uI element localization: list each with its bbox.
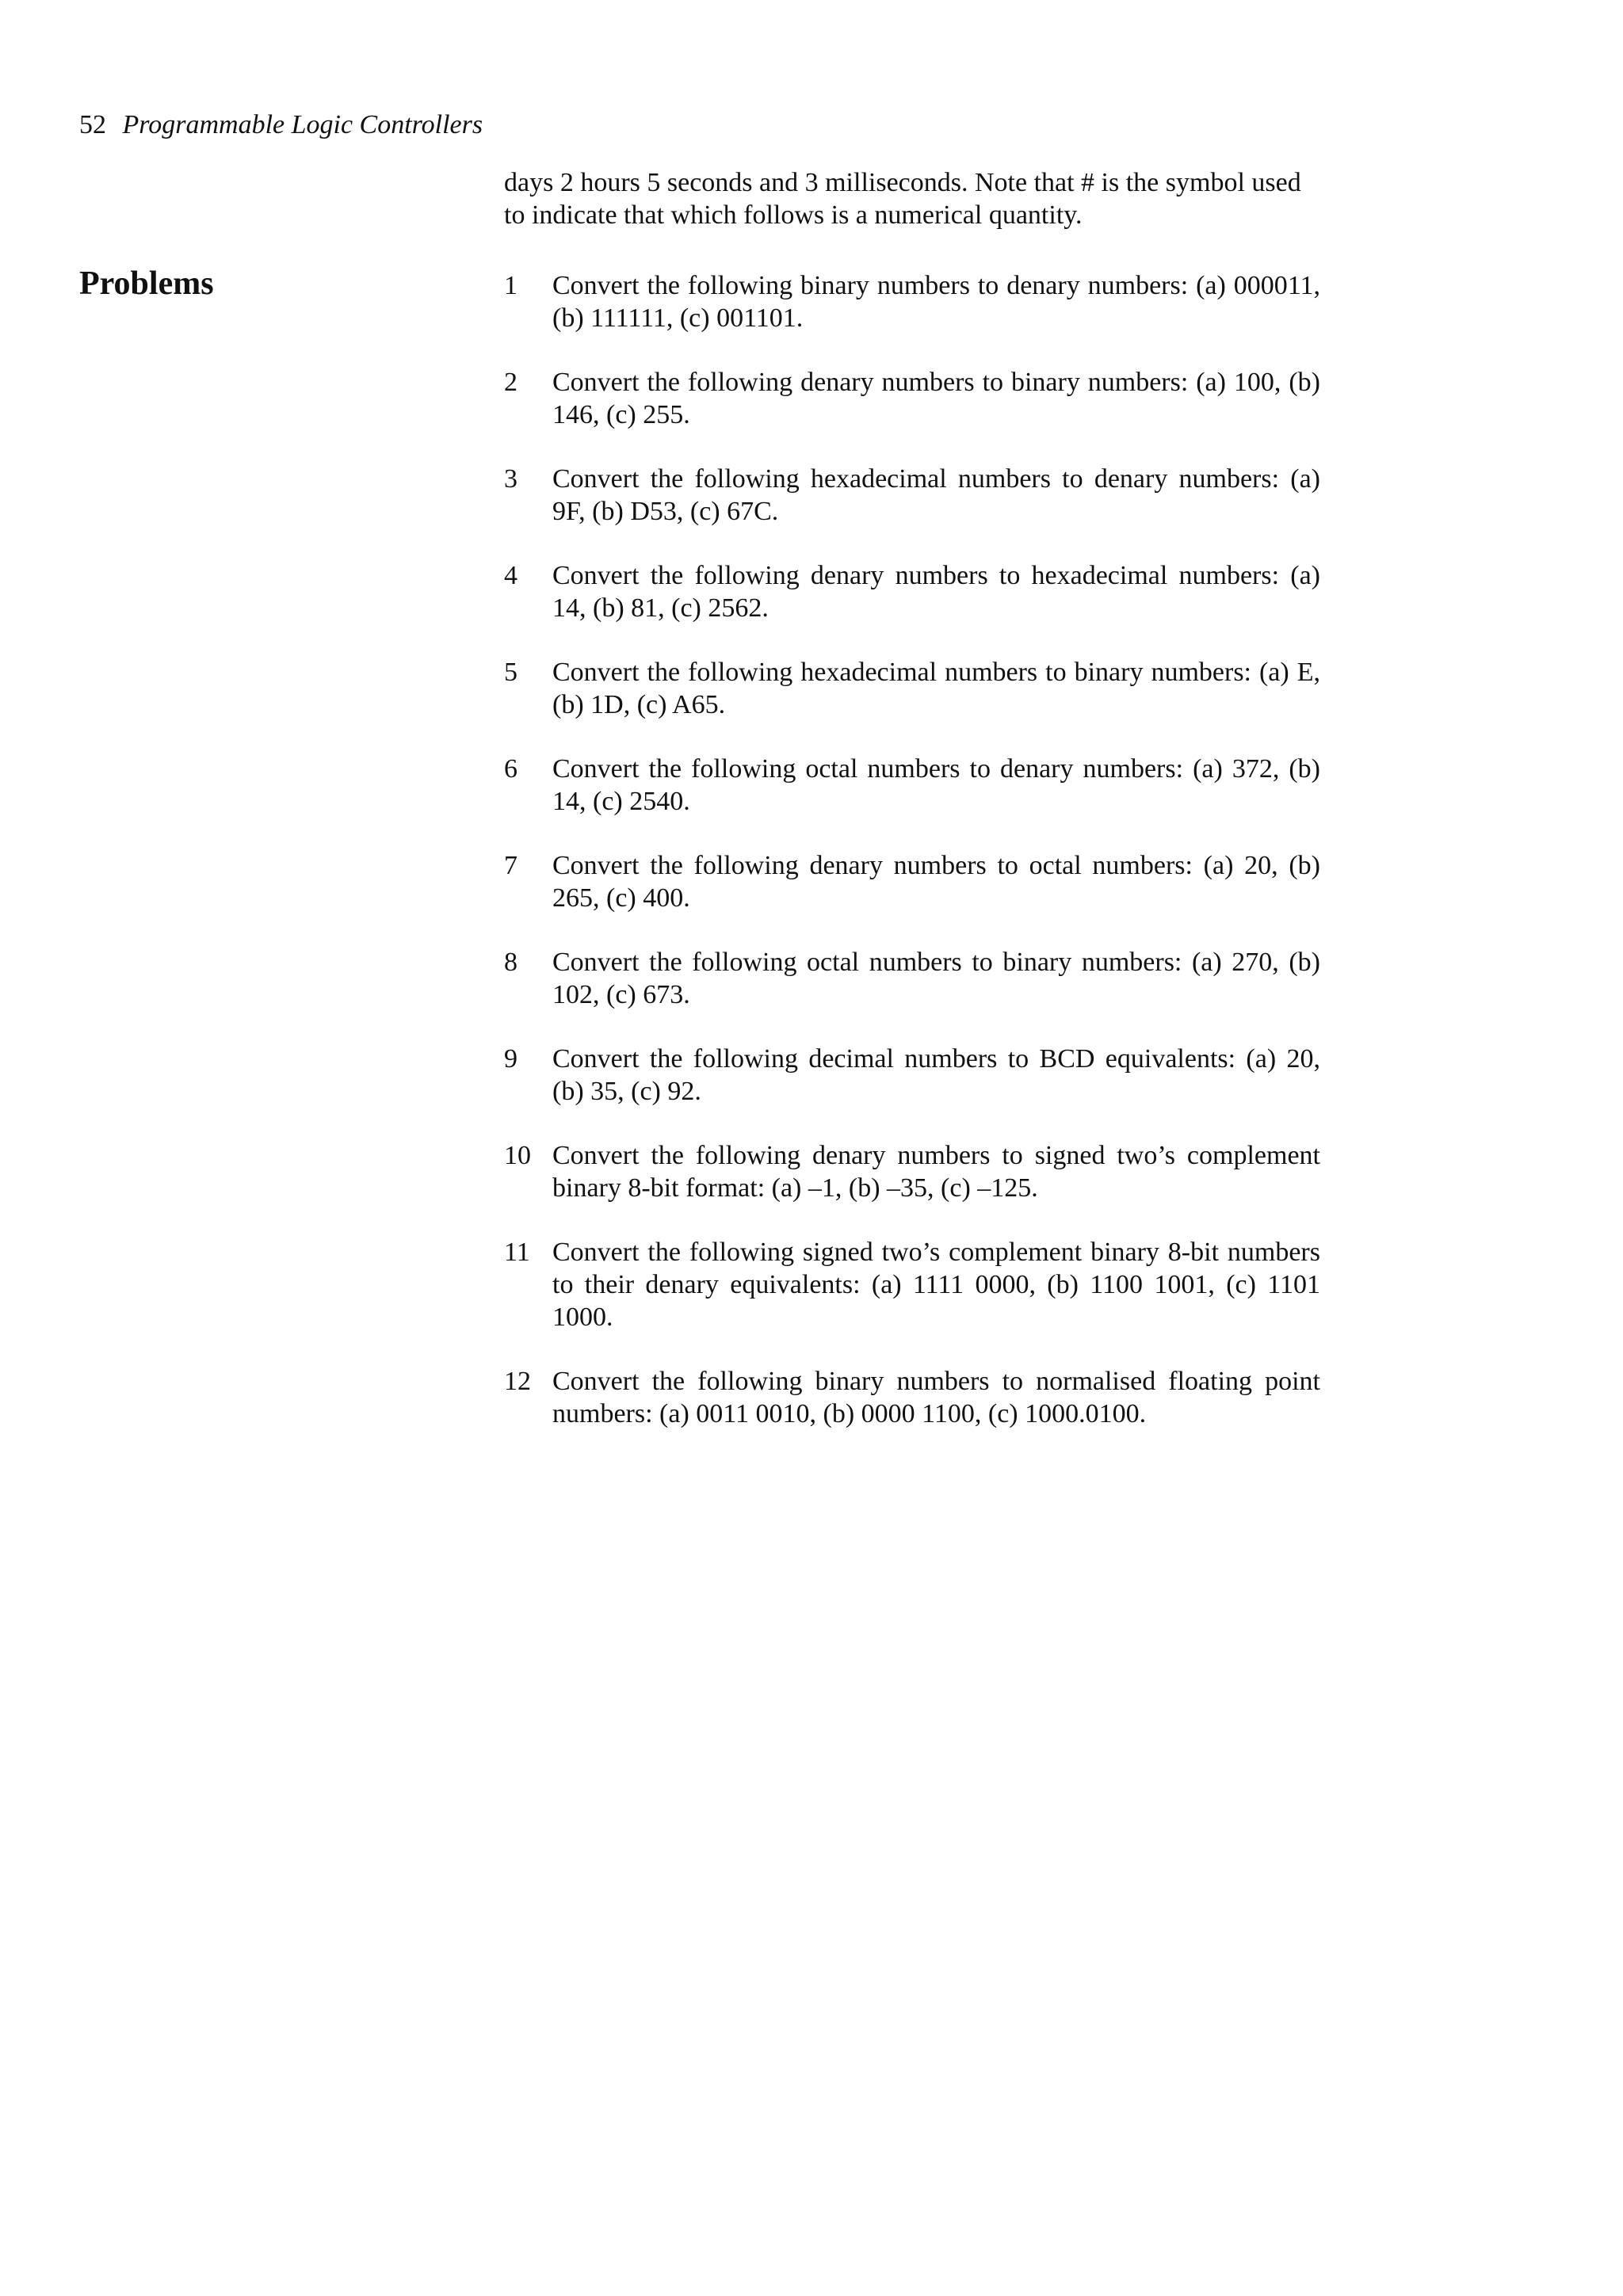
problem-item bbox=[504, 1236, 1320, 1333]
problem-text: Convert the following denary numbers to signed two’s complement binary 8-bit format: (a) –1, (b) –35, (c) –125. bbox=[552, 1141, 1320, 1203]
problem-text: Convert the following octal numbers to denary numbers: (a) 372, (b) 14, (c) 2540. bbox=[552, 754, 1320, 816]
continued-text-block bbox=[504, 166, 1320, 231]
problem-number: 6 bbox=[504, 754, 517, 784]
problem-number: 4 bbox=[504, 561, 517, 590]
problem-text: Convert the following hexadecimal numbers to binary numbers: (a) E, (b) 1D, (c) A65. bbox=[552, 658, 1320, 719]
problem-text: Convert the following hexadecimal numbers to denary numbers: (a) 9F, (b) D53, (c) 67C. bbox=[552, 464, 1320, 526]
problem-number: 7 bbox=[504, 851, 517, 880]
problem-number: 2 bbox=[504, 368, 517, 397]
problem-text: Convert the following binary numbers to normalised floating point numbers: (a) 0011 0010, (b) 0000 1100, (c) 1000.0100. bbox=[552, 1367, 1320, 1428]
problem-item bbox=[504, 559, 1320, 624]
problem-item bbox=[504, 656, 1320, 721]
problem-number: 1 bbox=[504, 271, 517, 300]
problem-number: 3 bbox=[504, 464, 517, 494]
problem-text: Convert the following denary numbers to binary numbers: (a) 100, (b) 146, (c) 255. bbox=[552, 368, 1320, 429]
problem-item bbox=[504, 753, 1320, 818]
problem-text: Convert the following denary numbers to octal numbers: (a) 20, (b) 265, (c) 400. bbox=[552, 851, 1320, 913]
problem-number: 8 bbox=[504, 948, 517, 977]
problem-text: Convert the following binary numbers to denary numbers: (a) 000011, (b) 111111, (c) 001101. bbox=[552, 271, 1320, 333]
problems-list bbox=[504, 269, 1320, 1462]
problem-item bbox=[504, 269, 1320, 334]
problem-text: Convert the following denary numbers to hexadecimal numbers: (a) 14, (b) 81, (c) 2562. bbox=[552, 561, 1320, 623]
problem-number: 11 bbox=[504, 1238, 530, 1267]
problem-number: 5 bbox=[504, 658, 517, 687]
problem-item bbox=[504, 1365, 1320, 1430]
problem-item bbox=[504, 1043, 1320, 1108]
problem-item bbox=[504, 463, 1320, 528]
running-head bbox=[79, 108, 483, 143]
problem-text: Convert the following octal numbers to binary numbers: (a) 270, (b) 102, (c) 673. bbox=[552, 948, 1320, 1009]
section-heading: Problems bbox=[79, 265, 214, 302]
problem-number: 9 bbox=[504, 1044, 517, 1074]
intro-paragraph: days 2 hours 5 seconds and 3 milliseconds. Note that # is the symbol used to indicate that which follows is a numerical quantity. bbox=[504, 168, 1301, 230]
page-number: 52 bbox=[79, 110, 106, 139]
problem-item bbox=[504, 1139, 1320, 1204]
problem-number: 10 bbox=[504, 1141, 531, 1170]
problem-item bbox=[504, 849, 1320, 914]
problem-item bbox=[504, 946, 1320, 1011]
problem-number: 12 bbox=[504, 1367, 531, 1396]
problem-text: Convert the following signed two’s complement binary 8-bit numbers to their denary equivalents: (a) 1111 0000, (b) 1100 1001, (c) 1101 1000. bbox=[552, 1238, 1320, 1332]
book-title: Programmable Logic Controllers bbox=[122, 110, 483, 139]
problem-text: Convert the following decimal numbers to BCD equivalents: (a) 20, (b) 35, (c) 92. bbox=[552, 1044, 1320, 1106]
problem-item bbox=[504, 366, 1320, 431]
